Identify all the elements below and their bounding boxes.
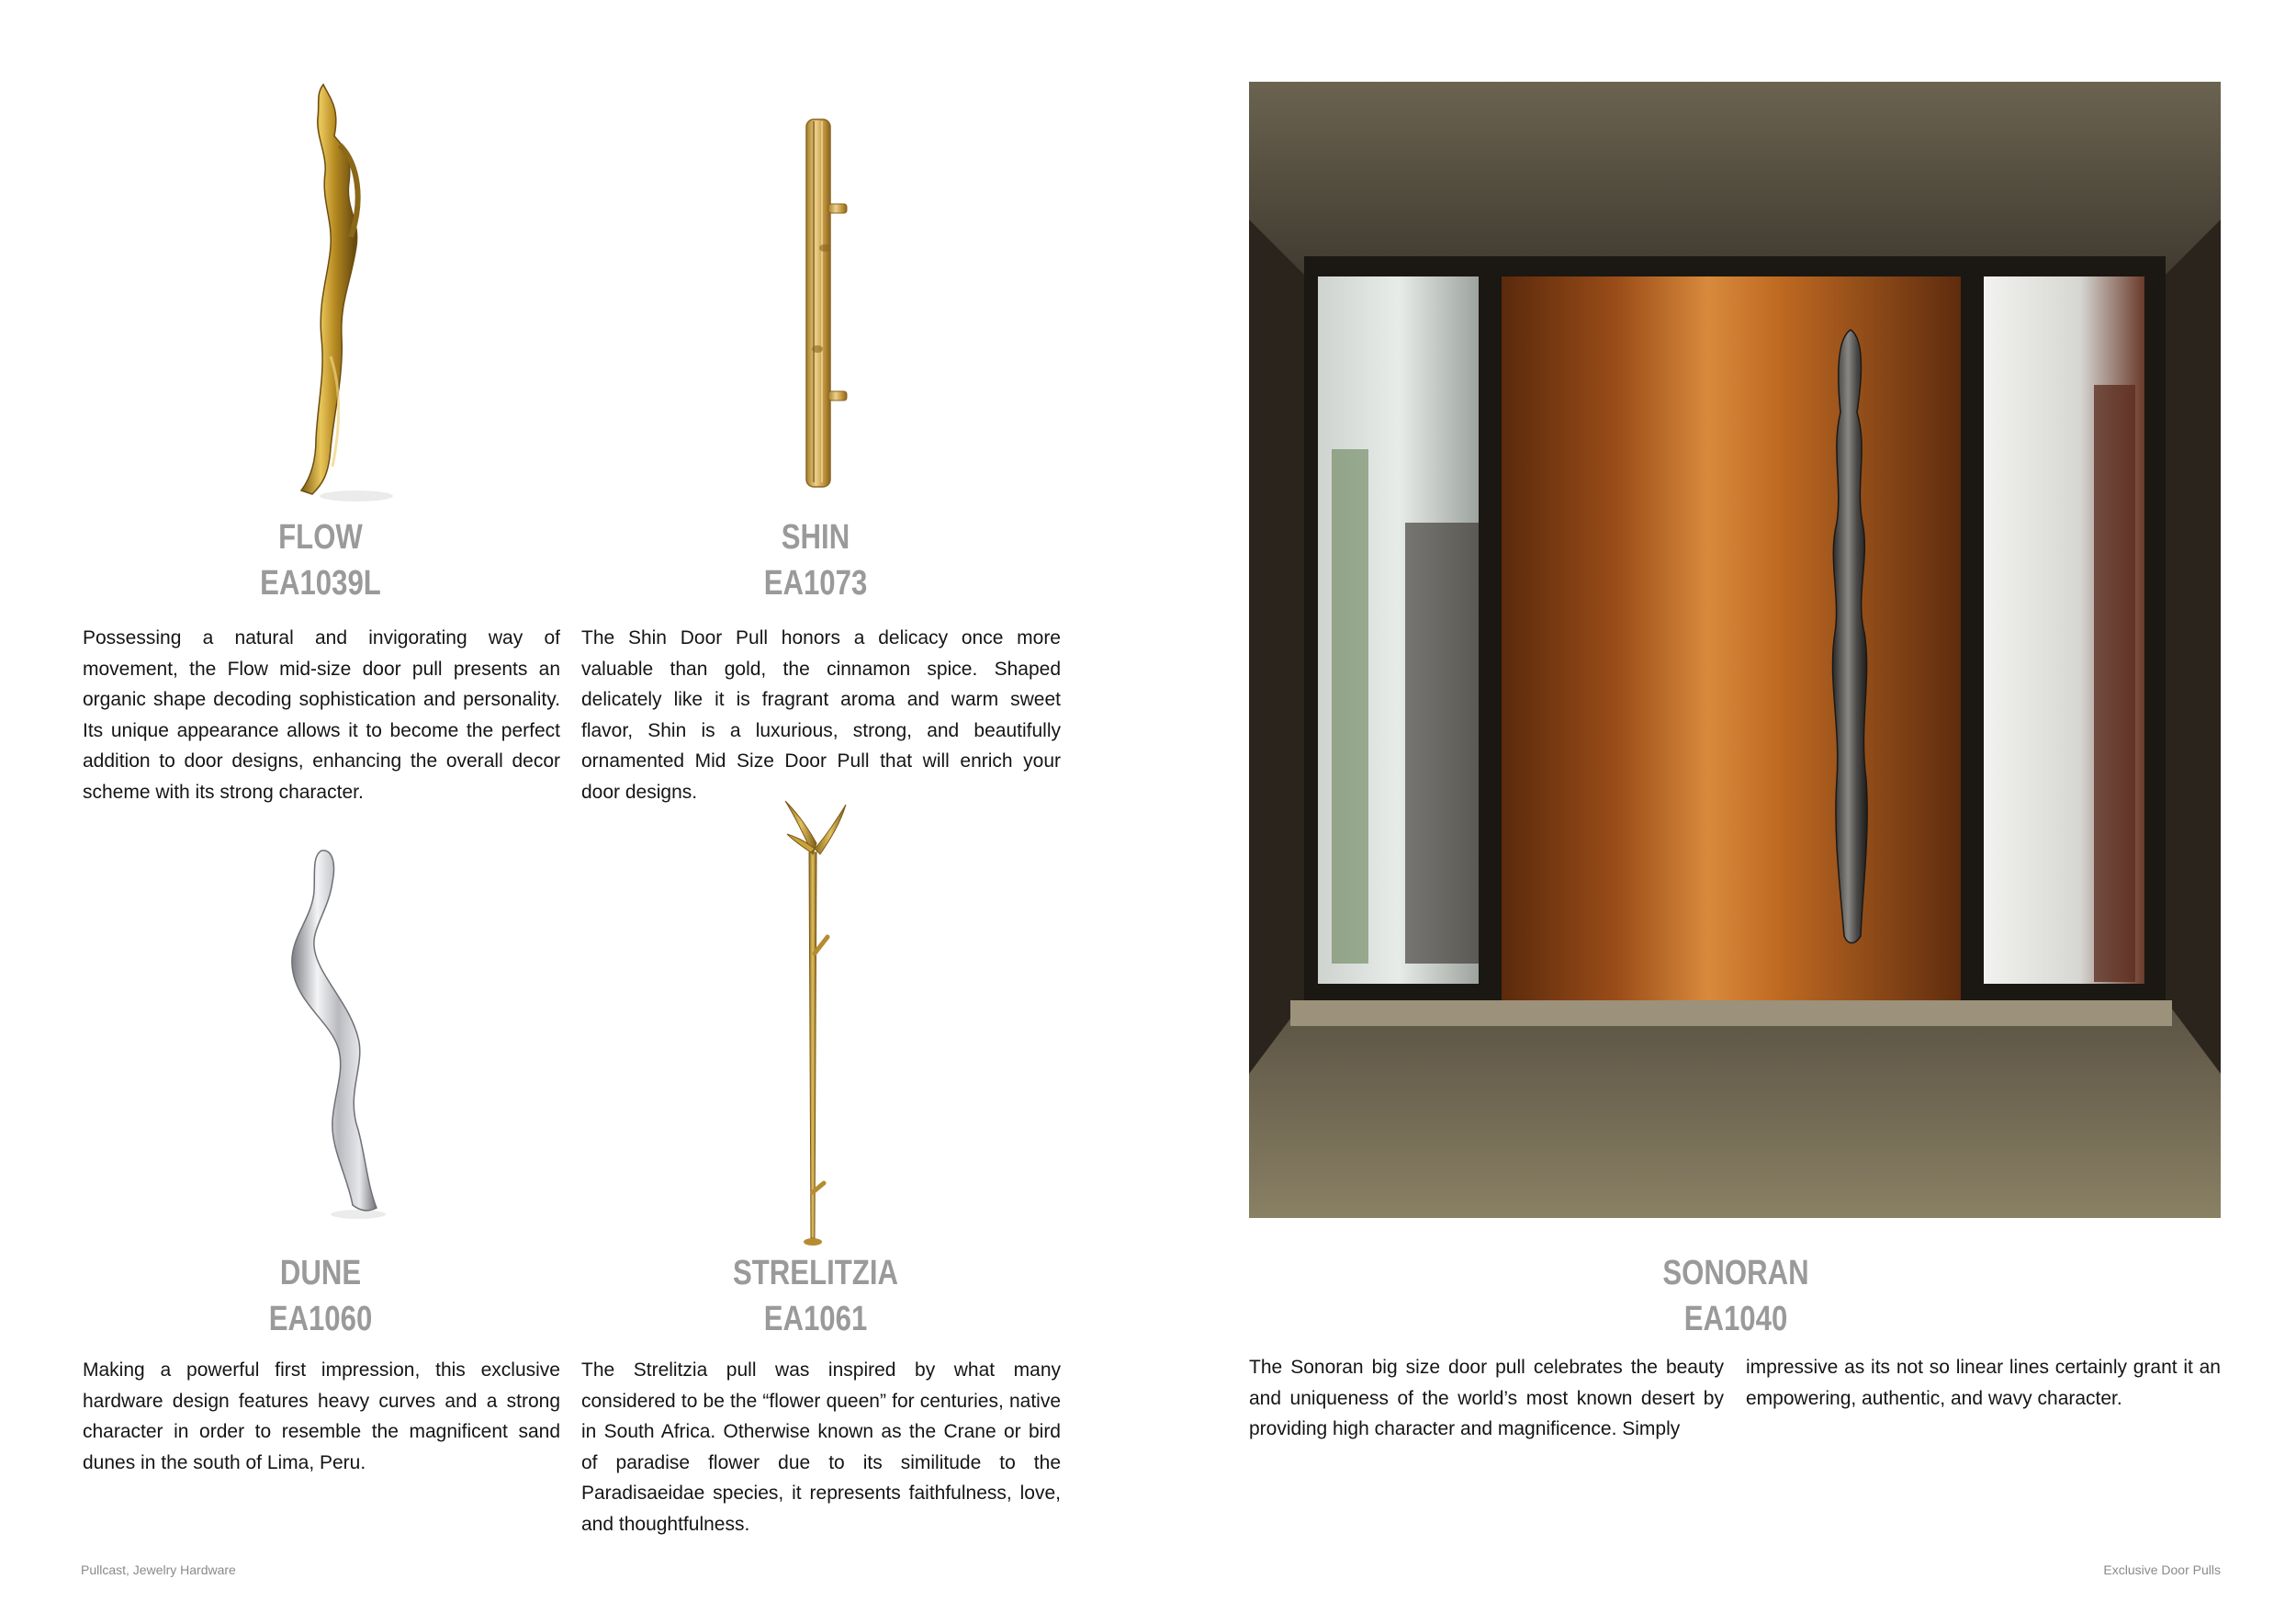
- shin-code: EA1073: [763, 564, 868, 603]
- shin-door-pull-image: [790, 110, 863, 496]
- strelitzia-description: The Strelitzia pull was inspired by what many considered to be the “flower queen” for centuries, native in South Africa. Otherwise known as the Crane or bird of paradise flower due to its similitude to the Paradisaeidae species, it represents faithfulness, love, and thoughtfulness.: [581, 1359, 1061, 1535]
- footer-left: Pullcast, Jewelry Hardware: [81, 1562, 236, 1577]
- flow-door-pull-image: [276, 81, 404, 503]
- sonoran-title: [1660, 1250, 1811, 1342]
- flow-title: [245, 514, 396, 606]
- dune-name: DUNE: [279, 1254, 362, 1292]
- sonoran-name: SONORAN: [1662, 1254, 1809, 1292]
- flow-description: Possessing a natural and invigorating way of movement, the Flow mid-size door pull presents an organic shape decoding sophistication and personality. Its unique appearance allows it to become the perfect addition to door designs, enhancing the overall decor scheme with its strong character.: [83, 627, 560, 803]
- dune-code: EA1060: [268, 1300, 373, 1338]
- strelitzia-title: [703, 1250, 929, 1342]
- dune-description: Making a powerful first impression, this exclusive hardware design features heavy curves and a strong character in order to resemble the magnificent sand dunes in the south of Lima, Peru.: [83, 1359, 560, 1473]
- footer-right: Exclusive Door Pulls: [2103, 1562, 2221, 1577]
- shin-description: The Shin Door Pull honors a delicacy once more valuable than gold, the cinnamon spice. Shaped delicately like it is fragrant aroma and warm sweet flavor, Shin is a luxurious, strong, and beautifully ornamented Mid Size Door Pull that will enrich your door designs.: [581, 627, 1061, 803]
- sonoran-description-col1: The Sonoran big size door pull celebrates the beauty and uniqueness of the world’s most known desert by providing high character and magnificence. Simply: [1249, 1357, 1724, 1439]
- dune-door-pull-image: [257, 845, 395, 1222]
- shin-name: SHIN: [781, 518, 850, 557]
- strelitzia-name: STRELITZIA: [732, 1254, 899, 1292]
- strelitzia-code: EA1061: [763, 1300, 868, 1338]
- interior-scene-illustration: [1249, 82, 2221, 1218]
- flow-code: EA1039L: [260, 564, 381, 603]
- strelitzia-door-pull-image: [776, 797, 886, 1247]
- shin-title: [740, 514, 891, 606]
- sonoran-description-col2: impressive as its not so linear lines certainly grant it an empowering, authentic, and wavy character.: [1746, 1357, 2221, 1409]
- flow-name: FLOW: [278, 518, 363, 557]
- dune-title: [245, 1250, 396, 1342]
- sonoran-code: EA1040: [1683, 1300, 1788, 1338]
- sonoran-interior-photo: [1249, 82, 2221, 1218]
